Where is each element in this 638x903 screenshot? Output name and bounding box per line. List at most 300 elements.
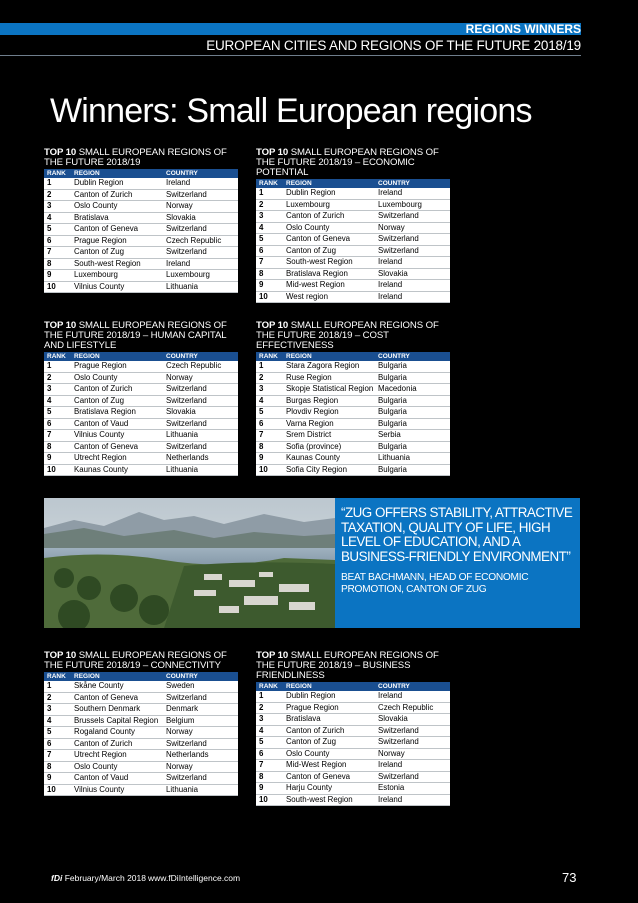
table-row [44, 773, 238, 785]
table-block [44, 651, 238, 796]
region-cell: South-west Region [283, 257, 375, 269]
country-cell: Bulgaria [375, 395, 450, 407]
table-row [44, 281, 238, 293]
country-cell: Bulgaria [375, 361, 450, 372]
region-cell: Canton of Zug [71, 247, 163, 259]
country-cell: Serbia [375, 430, 450, 442]
region-cell: Oslo County [71, 201, 163, 213]
country-cell: Switzerland [163, 247, 238, 259]
region-cell: Prague Region [71, 361, 163, 372]
rank-cell: 6 [256, 748, 283, 760]
country-cell: Ireland [375, 291, 450, 303]
table-row [44, 189, 238, 201]
table-row [256, 702, 450, 714]
region-cell: Canton of Zurich [283, 211, 375, 223]
rank-cell: 3 [44, 704, 71, 716]
table-row [256, 245, 450, 257]
table-row [256, 234, 450, 246]
country-cell: Denmark [163, 704, 238, 716]
rank-cell: 10 [44, 784, 71, 796]
rank-cell: 7 [44, 750, 71, 762]
table-row [44, 270, 238, 282]
col-header-country: COUNTRY [378, 683, 410, 690]
rank-cell: 9 [256, 453, 283, 465]
region-cell: Dublin Region [71, 178, 163, 189]
col-header-region: REGION [286, 683, 312, 690]
region-cell: Utrecht Region [71, 453, 163, 465]
region-cell: Luxembourg [283, 199, 375, 211]
website-link[interactable]: www.fDiIntelligence.com [148, 873, 241, 883]
country-cell: Lithuania [163, 464, 238, 476]
table-row [44, 681, 238, 692]
table-row [44, 224, 238, 236]
table-caption [256, 148, 450, 178]
rank-cell: 7 [256, 760, 283, 772]
table-row [256, 257, 450, 269]
caption-top10: TOP 10 [44, 147, 77, 158]
region-cell: Canton of Geneva [283, 771, 375, 783]
table-header-row [256, 179, 450, 188]
country-cell: Norway [163, 372, 238, 384]
region-cell: Bratislava Region [283, 268, 375, 280]
section-tag: REGIONS WINNERS [465, 22, 581, 36]
table-row [256, 725, 450, 737]
region-cell: Bratislava [283, 714, 375, 726]
region-cell: Oslo County [71, 372, 163, 384]
col-header-rank: RANK [47, 353, 66, 360]
table-row [44, 738, 238, 750]
country-cell: Ireland [375, 760, 450, 772]
country-cell: Switzerland [163, 224, 238, 236]
country-cell: Switzerland [375, 245, 450, 257]
country-cell: Ireland [375, 794, 450, 806]
footer [51, 873, 241, 883]
country-cell: Slovakia [375, 268, 450, 280]
country-cell: Switzerland [375, 234, 450, 246]
rank-cell: 7 [256, 430, 283, 442]
region-cell: Mid-west Region [283, 280, 375, 292]
rank-cell: 10 [256, 291, 283, 303]
ranking-table [44, 169, 238, 293]
country-cell: Slovakia [163, 407, 238, 419]
col-header-rank: RANK [259, 180, 278, 187]
table-row [256, 691, 450, 702]
rank-cell: 4 [44, 212, 71, 224]
region-cell: Canton of Zurich [71, 384, 163, 396]
col-header-country: COUNTRY [166, 170, 198, 177]
table-row [256, 199, 450, 211]
table-row [44, 395, 238, 407]
table-row [256, 441, 450, 453]
table-row [44, 418, 238, 430]
country-cell: Norway [163, 761, 238, 773]
caption-top10: TOP 10 [256, 147, 289, 158]
rank-cell: 3 [44, 201, 71, 213]
country-cell: Lithuania [163, 784, 238, 796]
rank-cell: 8 [256, 441, 283, 453]
region-cell: Bratislava Region [71, 407, 163, 419]
table-row [44, 235, 238, 247]
rank-cell: 8 [256, 268, 283, 280]
country-cell: Luxembourg [163, 270, 238, 282]
ranking-table [44, 352, 238, 476]
ranking-table [256, 352, 450, 476]
table-header-row [44, 672, 238, 681]
ranking-table [44, 672, 238, 796]
country-cell: Lithuania [375, 453, 450, 465]
rank-cell: 1 [256, 188, 283, 199]
country-cell: Switzerland [375, 725, 450, 737]
rank-cell: 8 [44, 441, 71, 453]
rank-cell: 2 [256, 702, 283, 714]
rank-cell: 1 [44, 361, 71, 372]
region-cell: Plovdiv Region [283, 407, 375, 419]
table-row [44, 727, 238, 739]
table-row [256, 737, 450, 749]
col-header-region: REGION [286, 180, 312, 187]
region-cell: Canton of Zug [71, 395, 163, 407]
country-cell: Switzerland [163, 441, 238, 453]
region-cell: West region [283, 291, 375, 303]
region-cell: South-west Region [71, 258, 163, 270]
rank-cell: 5 [256, 234, 283, 246]
country-cell: Lithuania [163, 430, 238, 442]
country-cell: Slovakia [375, 714, 450, 726]
region-cell: Canton of Zurich [71, 738, 163, 750]
rank-cell: 4 [44, 395, 71, 407]
caption-text: SMALL EUROPEAN REGIONS OF THE FUTURE 2018/19 – HUMAN CAPITAL AND LIFESTYLE [44, 320, 227, 351]
col-header-rank: RANK [259, 683, 278, 690]
table-row [44, 384, 238, 396]
country-cell: Norway [375, 748, 450, 760]
zug-landscape-photo [44, 498, 335, 628]
region-cell: Burgas Region [283, 395, 375, 407]
region-cell: Srem District [283, 430, 375, 442]
table-row [256, 783, 450, 795]
table-header-row [256, 352, 450, 361]
table-caption [44, 651, 238, 671]
region-cell: South-west Region [283, 794, 375, 806]
table-row [44, 715, 238, 727]
country-cell: Netherlands [163, 750, 238, 762]
rank-cell: 5 [44, 224, 71, 236]
rank-cell: 10 [256, 464, 283, 476]
rank-cell: 8 [44, 761, 71, 773]
rank-cell: 3 [256, 384, 283, 396]
region-cell: Stara Zagora Region [283, 361, 375, 372]
table-row [44, 441, 238, 453]
caption-top10: TOP 10 [44, 320, 77, 331]
country-cell: Czech Republic [163, 361, 238, 372]
table-block [256, 148, 450, 303]
rank-cell: 4 [44, 715, 71, 727]
rank-cell: 1 [44, 681, 71, 692]
rank-cell: 8 [44, 258, 71, 270]
country-cell: Switzerland [163, 384, 238, 396]
table-row [44, 361, 238, 372]
country-cell: Bulgaria [375, 418, 450, 430]
page-title: Winners: Small European regions [50, 92, 532, 130]
rank-cell: 6 [44, 738, 71, 750]
table-header-row [44, 352, 238, 361]
pull-quote [335, 498, 580, 628]
region-cell: Varna Region [283, 418, 375, 430]
rank-cell: 7 [256, 257, 283, 269]
quote-attribution: BEAT BACHMANN, HEAD OF ECONOMIC PROMOTION, CANTON OF ZUG [341, 572, 529, 595]
quote-text: “ZUG OFFERS STABILITY, ATTRACTIVE TAXATION, QUALITY OF LIFE, HIGH LEVEL OF EDUCATION, AND A BUSINESS-FRIENDLY ENVIRONMENT” [341, 505, 573, 564]
table-row [256, 395, 450, 407]
table-row [44, 704, 238, 716]
region-cell: Canton of Geneva [71, 224, 163, 236]
rank-cell: 1 [44, 178, 71, 189]
table-row [256, 268, 450, 280]
region-cell: Mid-West Region [283, 760, 375, 772]
rank-cell: 5 [44, 727, 71, 739]
col-header-region: REGION [74, 170, 100, 177]
region-cell: Vilnius County [71, 430, 163, 442]
country-cell: Switzerland [163, 418, 238, 430]
rank-cell: 10 [256, 794, 283, 806]
table-caption [44, 321, 238, 351]
table-row [44, 692, 238, 704]
col-header-rank: RANK [47, 170, 66, 177]
rank-cell: 4 [256, 395, 283, 407]
table-row [256, 748, 450, 760]
table-row [44, 372, 238, 384]
region-cell: Prague Region [71, 235, 163, 247]
table-block [256, 321, 450, 476]
rank-cell: 5 [44, 407, 71, 419]
table-header-row [44, 169, 238, 178]
region-cell: Ruse Region [283, 372, 375, 384]
table-row [44, 464, 238, 476]
region-cell: Canton of Zurich [283, 725, 375, 737]
country-cell: Ireland [375, 188, 450, 199]
header-rule [0, 55, 581, 56]
region-cell: Canton of Zug [283, 245, 375, 257]
rank-cell: 8 [256, 771, 283, 783]
country-cell: Estonia [375, 783, 450, 795]
region-cell: Canton of Geneva [71, 692, 163, 704]
table-row [256, 222, 450, 234]
table-caption [256, 651, 450, 681]
table-row [44, 258, 238, 270]
country-cell: Netherlands [163, 453, 238, 465]
caption-text: SMALL EUROPEAN REGIONS OF THE FUTURE 2018/19 – BUSINESS FRIENDLINESS [256, 650, 439, 681]
country-cell: Switzerland [163, 692, 238, 704]
country-cell: Belgium [163, 715, 238, 727]
table-row [256, 280, 450, 292]
region-cell: Canton of Zurich [71, 189, 163, 201]
table-row [44, 750, 238, 762]
table-row [44, 407, 238, 419]
issue-date: February/March 2018 [64, 873, 146, 883]
region-cell: Canton of Geneva [283, 234, 375, 246]
rank-cell: 10 [44, 281, 71, 293]
table-row [256, 361, 450, 372]
table-caption [44, 148, 238, 168]
rank-cell: 3 [44, 384, 71, 396]
rank-cell: 6 [44, 235, 71, 247]
table-row [256, 771, 450, 783]
region-cell: Oslo County [71, 761, 163, 773]
region-cell: Skåne County [71, 681, 163, 692]
country-cell: Lithuania [163, 281, 238, 293]
table-row [256, 211, 450, 223]
country-cell: Bulgaria [375, 372, 450, 384]
region-cell: Dublin Region [283, 691, 375, 702]
region-cell: Southern Denmark [71, 704, 163, 716]
table-row [44, 761, 238, 773]
table-row [44, 212, 238, 224]
rank-cell: 6 [44, 418, 71, 430]
rank-cell: 2 [44, 692, 71, 704]
table-row [256, 372, 450, 384]
country-cell: Bulgaria [375, 441, 450, 453]
page-number: 73 [562, 870, 577, 885]
rank-cell: 2 [44, 372, 71, 384]
table-row [44, 178, 238, 189]
country-cell: Sweden [163, 681, 238, 692]
rank-cell: 6 [256, 418, 283, 430]
rank-cell: 2 [256, 199, 283, 211]
table-block [44, 148, 238, 293]
fdi-logo: fDi [51, 873, 63, 883]
col-header-rank: RANK [259, 353, 278, 360]
rank-cell: 2 [256, 372, 283, 384]
country-cell: Norway [163, 201, 238, 213]
region-cell: Vilnius County [71, 784, 163, 796]
col-header-country: COUNTRY [166, 353, 198, 360]
table-row [44, 201, 238, 213]
table-row [256, 714, 450, 726]
table-header-row [256, 682, 450, 691]
country-cell: Ireland [163, 178, 238, 189]
table-block [256, 651, 450, 806]
country-cell: Bulgaria [375, 464, 450, 476]
region-cell: Canton of Zug [283, 737, 375, 749]
country-cell: Switzerland [163, 395, 238, 407]
region-cell: Kaunas County [283, 453, 375, 465]
rank-cell: 5 [256, 737, 283, 749]
country-cell: Slovakia [163, 212, 238, 224]
col-header-rank: RANK [47, 673, 66, 680]
rank-cell: 3 [256, 211, 283, 223]
table-row [256, 760, 450, 772]
country-cell: Ireland [163, 258, 238, 270]
table-row [44, 453, 238, 465]
rank-cell: 9 [256, 280, 283, 292]
region-cell: Dublin Region [283, 188, 375, 199]
country-cell: Czech Republic [375, 702, 450, 714]
table-caption [256, 321, 450, 351]
country-cell: Switzerland [163, 773, 238, 785]
table-row [256, 188, 450, 199]
region-cell: Bratislava [71, 212, 163, 224]
rank-cell: 4 [256, 725, 283, 737]
rank-cell: 10 [44, 464, 71, 476]
table-row [256, 464, 450, 476]
col-header-country: COUNTRY [166, 673, 198, 680]
table-row [256, 794, 450, 806]
caption-text: SMALL EUROPEAN REGIONS OF THE FUTURE 2018/19 – CONNECTIVITY [44, 650, 227, 671]
country-cell: Switzerland [375, 211, 450, 223]
rank-cell: 9 [44, 453, 71, 465]
rank-cell: 9 [44, 773, 71, 785]
country-cell: Switzerland [375, 737, 450, 749]
table-row [256, 384, 450, 396]
table-row [256, 418, 450, 430]
rank-cell: 4 [256, 222, 283, 234]
col-header-country: COUNTRY [378, 353, 410, 360]
header-subtitle: EUROPEAN CITIES AND REGIONS OF THE FUTURE 2018/19 [206, 38, 581, 53]
country-cell: Ireland [375, 691, 450, 702]
region-cell: Sofia (province) [283, 441, 375, 453]
country-cell: Czech Republic [163, 235, 238, 247]
caption-text: SMALL EUROPEAN REGIONS OF THE FUTURE 2018/19 – COST EFFECTIVENESS [256, 320, 439, 351]
rank-cell: 1 [256, 691, 283, 702]
rank-cell: 6 [256, 245, 283, 257]
table-row [44, 784, 238, 796]
table-block [44, 321, 238, 476]
col-header-region: REGION [74, 673, 100, 680]
table-row [256, 430, 450, 442]
caption-top10: TOP 10 [256, 650, 289, 661]
region-cell: Sofia City Region [283, 464, 375, 476]
region-cell: Canton of Geneva [71, 441, 163, 453]
region-cell: Skopje Statistical Region [283, 384, 375, 396]
table-row [256, 407, 450, 419]
region-cell: Utrecht Region [71, 750, 163, 762]
table-row [44, 247, 238, 259]
country-cell: Switzerland [375, 771, 450, 783]
region-cell: Kaunas County [71, 464, 163, 476]
region-cell: Rogaland County [71, 727, 163, 739]
ranking-table [256, 682, 450, 806]
table-row [44, 430, 238, 442]
rank-cell: 5 [256, 407, 283, 419]
region-cell: Vilnius County [71, 281, 163, 293]
table-row [256, 291, 450, 303]
rank-cell: 2 [44, 189, 71, 201]
country-cell: Ireland [375, 257, 450, 269]
rank-cell: 3 [256, 714, 283, 726]
rank-cell: 1 [256, 361, 283, 372]
country-cell: Switzerland [163, 189, 238, 201]
region-cell: Luxembourg [71, 270, 163, 282]
country-cell: Norway [375, 222, 450, 234]
table-row [256, 453, 450, 465]
col-header-region: REGION [74, 353, 100, 360]
country-cell: Bulgaria [375, 407, 450, 419]
rank-cell: 7 [44, 430, 71, 442]
region-cell: Brussels Capital Region [71, 715, 163, 727]
ranking-table [256, 179, 450, 303]
rank-cell: 7 [44, 247, 71, 259]
col-header-country: COUNTRY [378, 180, 410, 187]
country-cell: Macedonia [375, 384, 450, 396]
region-cell: Canton of Vaud [71, 773, 163, 785]
region-cell: Prague Region [283, 702, 375, 714]
region-cell: Oslo County [283, 748, 375, 760]
country-cell: Switzerland [163, 738, 238, 750]
country-cell: Norway [163, 727, 238, 739]
region-cell: Harju County [283, 783, 375, 795]
country-cell: Ireland [375, 280, 450, 292]
caption-top10: TOP 10 [44, 650, 77, 661]
region-cell: Oslo County [283, 222, 375, 234]
region-cell: Canton of Vaud [71, 418, 163, 430]
